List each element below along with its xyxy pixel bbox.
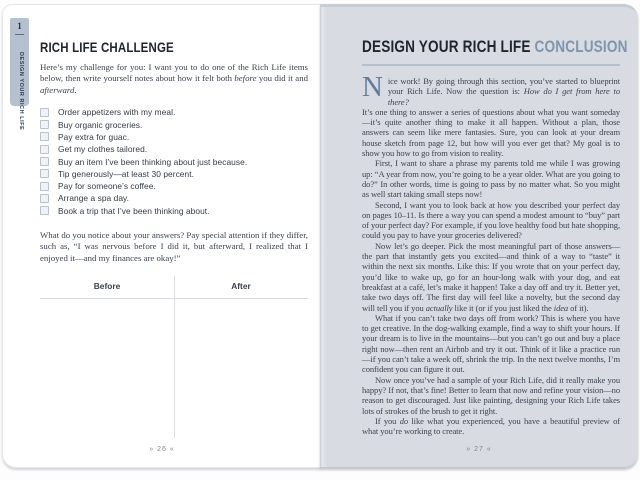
checklist-item-label: Buy an item I’ve been thinking about just because.: [58, 156, 248, 167]
first-paragraph-text: ice work! By going through this section, you’ve started to blueprint your Rich Life. Now the question is: How do I get from here to there?: [387, 76, 621, 107]
body-paragraph: First, I want to share a phrase my parents told me while I was growing up: “A year from now, you’re going to be a year older. What are you going to do?” In other words, time is going to pass by no matter what. So you might as well start taking small steps now!: [362, 158, 620, 200]
challenge-checklist: [40, 106, 308, 217]
before-column-header: Before: [93, 281, 121, 292]
after-column-header: After: [231, 281, 251, 292]
challenge-intro-paragraph: Here’s my challenge for you: I want you to do one of the Rich Life items below, then write yourself notes about how it felt both before you did it and afterward.: [40, 62, 308, 95]
conclusion-body: [362, 71, 621, 437]
checkbox-icon[interactable]: [40, 132, 49, 141]
checklist-item-label: Book a trip that I’ve been thinking about.: [58, 205, 210, 216]
notice-paragraph: What do you notice about your answers? Pay special attention if they differ, such as, “I was nervous before I did it, but afterward, I realized that I enjoyed it—and my finances are okay!”: [40, 229, 308, 263]
body-paragraph-first: [362, 71, 621, 107]
challenge-heading: RICH LIFE CHALLENGE: [40, 39, 174, 55]
tab-section-label: DESIGN YOUR RICH LIFE: [17, 52, 24, 131]
body-paragraph: Second, I want you to look back at how you described your perfect day on pages 10–11. Is there a way you can spend a modest amount to “buy” part of your perfect day? For example, if you love healthy food but hate shopping, could you pay to have your groceries delivered?: [362, 199, 620, 241]
body-paragraph: It’s one thing to answer a series of questions about what you want someday—it’s quite another thing to make it all happen. Without a plan, those answers can seem like mere fantasies. Sure, you can look at your dream house sketch from page 12, but how will you ever get that? My goal is to show you how to go from vision to reality.: [362, 106, 620, 159]
checklist-item-label: Arrange a spa day.: [58, 193, 130, 204]
tab-divider: [15, 34, 24, 35]
checkbox-icon[interactable]: [40, 194, 49, 203]
body-paragraph: Now once you’ve had a sample of your Rich Life, did it really make you happy? If not, that’s fine! Better to learn that now and refine your vision—no reason to get discouraged. Just like painting, designing your Rich Life takes lots of strokes of the brush to get it right.: [362, 374, 620, 416]
checkbox-icon[interactable]: [40, 108, 49, 117]
checklist-item-label: Pay extra for guac.: [58, 131, 130, 142]
checklist-item: [40, 168, 308, 180]
checklist-item: [40, 180, 308, 192]
checklist-item: [40, 143, 308, 155]
checklist-item: [40, 131, 308, 143]
checklist-item-label: Tip generously—at least 30 percent.: [58, 168, 194, 179]
checkbox-icon[interactable]: [40, 169, 49, 178]
body-paragraph: What if you can’t take two days off from work? This is where you have to get creative. In the dog-walking example, find a way to shift your hours. If your dream is to live in the mountains—but you can’t go out and buy a place right now—then rent an Airbnb and try it out. Think of it like a practice run—if you can’t take a week off, shrink the trip. In the next twelve months, I’m confident you can figure it out.: [362, 312, 620, 375]
checklist-item-label: Buy organic groceries.: [58, 119, 143, 130]
checkbox-icon[interactable]: [40, 120, 49, 129]
right-page: [320, 4, 638, 468]
checklist-item: [40, 119, 308, 131]
book-spread: [2, 4, 638, 468]
left-page-number: » 26 «: [149, 446, 175, 453]
checkbox-icon[interactable]: [40, 206, 49, 215]
checklist-item-label: Order appetizers with my meal.: [58, 107, 176, 118]
body-paragraph: If you do like what you experienced, you have a beautiful preview of what you’re working to create.: [362, 415, 620, 437]
checkbox-icon[interactable]: [40, 145, 49, 154]
column-divider: [174, 276, 175, 438]
checklist-item-label: Pay for someone’s coffee.: [58, 181, 156, 192]
checklist-item: [40, 192, 308, 204]
checklist-item: [40, 155, 308, 167]
body-paragraph: Now let’s go deeper. Pick the most meaningful part of those answers—the part that instantly gets you excited—and think of a way to “taste” it within the next six months. Like this: If you wrote that on your perfect day, you’d like to wake up, go for an hour-long walk with your dog, and eat breakfast at a café, let’s make it happen! Take a day off and try it. Better yet, take two days off. The first day will feel like a novelty, but the second day will tell you if you actually like it (or if you just liked the idea of it).: [362, 240, 620, 313]
tab-section-number: 1: [17, 21, 22, 31]
checkbox-icon[interactable]: [40, 182, 49, 191]
checkbox-icon[interactable]: [40, 157, 49, 166]
checklist-item-label: Get my clothes tailored.: [58, 144, 148, 155]
before-after-table: [40, 276, 308, 438]
left-page-content: [40, 39, 308, 438]
checklist-item: [40, 205, 308, 217]
conclusion-heading-main: DESIGN YOUR RICH LIFE: [362, 37, 535, 56]
section-tab: [10, 18, 29, 131]
right-page-content: [362, 37, 628, 437]
right-page-number: » 27 «: [466, 446, 492, 453]
drop-cap: N: [362, 71, 383, 103]
conclusion-heading-accent: CONCLUSION: [534, 37, 628, 56]
left-page: [2, 4, 321, 468]
heading-rule: [362, 64, 620, 66]
conclusion-heading: [362, 37, 628, 57]
checklist-item: [40, 106, 308, 118]
